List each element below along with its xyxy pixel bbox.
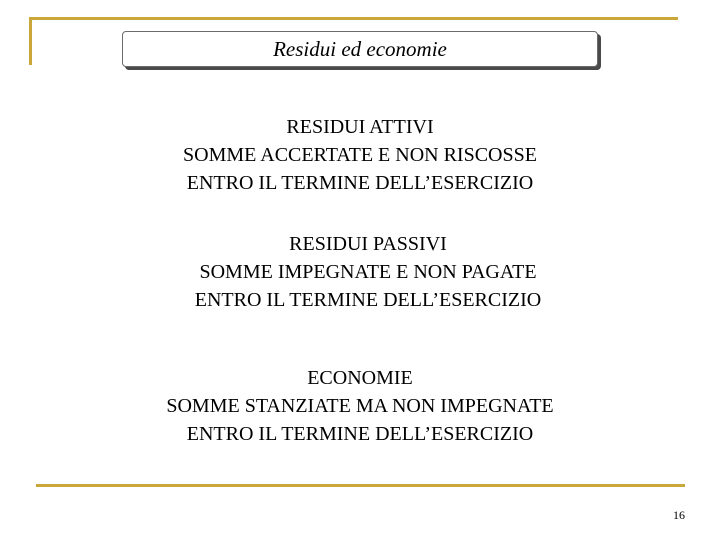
section-line: SOMME IMPEGNATE E NON PAGATE bbox=[199, 261, 537, 283]
section-heading: ECONOMIE bbox=[307, 367, 413, 389]
slide-title: Residui ed economie bbox=[273, 36, 447, 61]
section-heading: RESIDUI PASSIVI bbox=[289, 233, 447, 255]
section-line: ENTRO IL TERMINE DELL’ESERCIZIO bbox=[194, 289, 542, 311]
section-residui-passivi bbox=[0, 230, 720, 314]
top-accent-rule bbox=[32, 17, 678, 20]
left-accent-rule bbox=[29, 17, 32, 65]
section-residui-attivi bbox=[0, 113, 720, 197]
section-line: SOMME ACCERTATE E NON RISCOSSE bbox=[183, 144, 537, 166]
section-line: SOMME STANZIATE MA NON IMPEGNATE bbox=[166, 395, 554, 417]
page-number: 16 bbox=[673, 508, 685, 522]
section-economie bbox=[0, 364, 720, 448]
slide-title-box bbox=[122, 31, 598, 67]
bottom-accent-rule bbox=[36, 484, 685, 487]
section-line: ENTRO IL TERMINE DELL’ESERCIZIO bbox=[186, 172, 534, 194]
section-heading: RESIDUI ATTIVI bbox=[286, 116, 434, 138]
section-line: ENTRO IL TERMINE DELL’ESERCIZIO bbox=[186, 423, 534, 445]
